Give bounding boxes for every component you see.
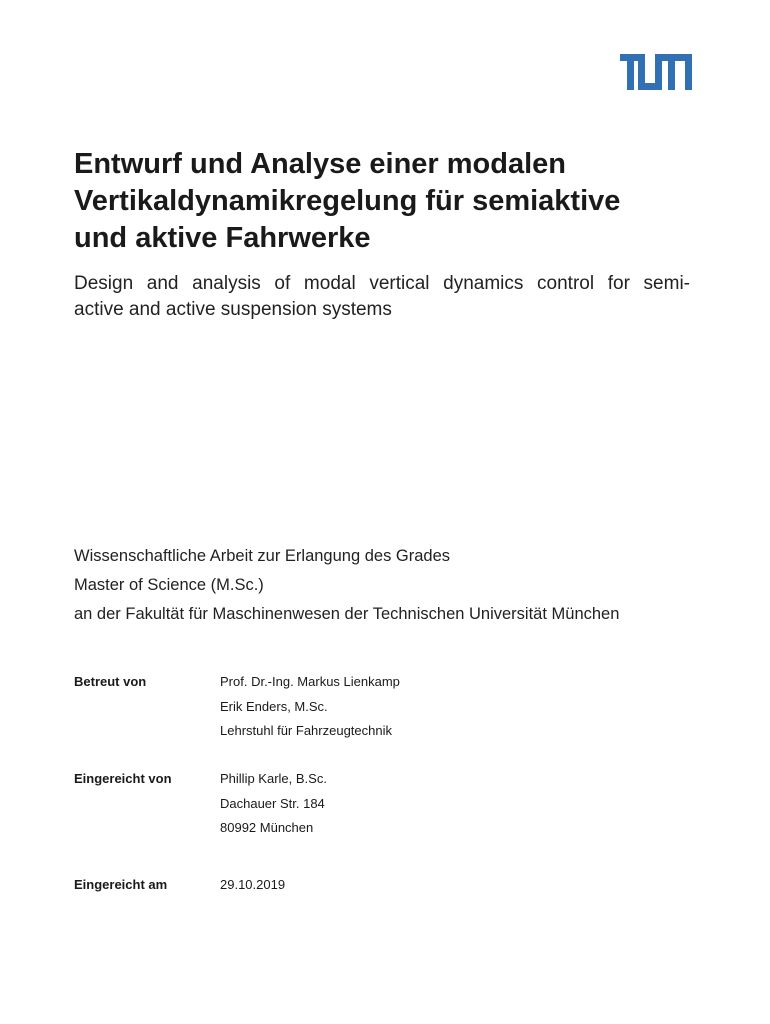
supervision-label: Betreut von bbox=[74, 674, 147, 689]
submission-date: 29.10.2019 bbox=[220, 877, 286, 892]
subtitle-line: active and active suspension systems bbox=[74, 299, 392, 320]
degree-line: Wissenschaftliche Arbeit zur Erlangung des Grades bbox=[74, 547, 451, 565]
chair-name: Lehrstuhl für Fahrzeugtechnik bbox=[220, 723, 392, 738]
submitted-by-values bbox=[220, 767, 327, 841]
title-line: Entwurf und Analyse einer modalen bbox=[74, 148, 567, 180]
tum-logo-icon bbox=[620, 54, 692, 90]
degree-statement bbox=[74, 542, 714, 629]
submitted-by-label: Eingereicht von bbox=[74, 771, 172, 786]
author-street: Dachauer Str. 184 bbox=[220, 795, 325, 811]
thesis-title-german bbox=[74, 146, 714, 257]
submitted-on-label: Eingereicht am bbox=[74, 877, 168, 892]
supervisor-name: Prof. Dr.-Ing. Markus Lienkamp bbox=[220, 674, 400, 689]
degree-line: an der Fakultät für Maschinenwesen der Technischen Universität München bbox=[74, 605, 620, 623]
supervision-section bbox=[74, 670, 694, 744]
submitted-on-values bbox=[220, 873, 285, 898]
co-supervisor-name: Erik Enders, M.Sc. bbox=[220, 698, 328, 714]
thesis-title-english bbox=[74, 271, 690, 323]
supervision-values bbox=[220, 670, 400, 744]
author-name: Phillip Karle, B.Sc. bbox=[220, 771, 327, 786]
title-line: Vertikaldynamikregelung für semiaktive bbox=[74, 185, 621, 217]
author-city: 80992 München bbox=[220, 820, 314, 835]
submitted-on-section bbox=[74, 873, 694, 898]
title-line: und aktive Fahrwerke bbox=[74, 222, 371, 254]
submitted-by-section bbox=[74, 767, 694, 841]
degree-line: Master of Science (M.Sc.) bbox=[74, 576, 264, 594]
subtitle-line: Design and analysis of modal vertical dynamics control for semi- bbox=[74, 273, 690, 294]
